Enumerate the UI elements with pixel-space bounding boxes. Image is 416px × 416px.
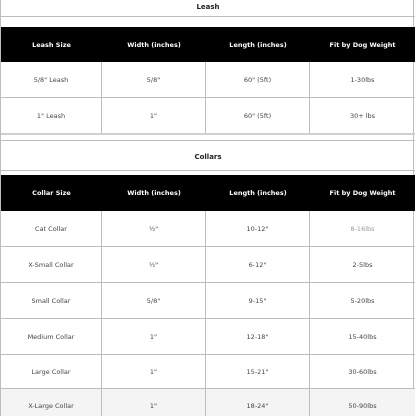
- collar-length-cell: 9-15": [206, 283, 310, 318]
- divider: [1, 133, 415, 135]
- leash-length-cell: 60" (5ft): [206, 62, 310, 97]
- collar-width-cell: 1": [102, 319, 206, 354]
- leash-width-cell: 1": [102, 98, 206, 133]
- collar-header-length: Length (inches): [229, 189, 287, 197]
- collar-header-weight: Fit by Dog Weight: [329, 189, 396, 197]
- collar-length-cell: 12-18": [206, 319, 310, 354]
- table-row: [1, 62, 415, 97]
- collar-weight-cell: 30-60lbs: [348, 367, 377, 376]
- collar-size-cell: Small Collar: [1, 283, 102, 318]
- collar-weight-cell: 2-5lbs: [352, 260, 373, 269]
- divider: [1, 140, 415, 141]
- collar-width-cell: 1": [102, 389, 206, 416]
- collar-width-cell: 1": [102, 355, 206, 388]
- leash-section-title: Leash: [196, 3, 220, 11]
- leash-header-weight: Fit by Dog Weight: [329, 40, 396, 49]
- leash-table-header: [1, 27, 415, 62]
- table-row: [1, 98, 415, 133]
- collar-width-cell: ½": [102, 211, 206, 246]
- collar-length-cell: 10-12": [206, 211, 310, 246]
- collars-section-title: Collars: [194, 153, 222, 161]
- leash-weight-cell: 30+ lbs: [349, 111, 376, 120]
- leash-size-cell: 5/8" Leash: [1, 62, 102, 97]
- divider: [1, 170, 415, 171]
- collar-header-width: Width (inches): [127, 189, 181, 197]
- collar-size-cell: X-Small Collar: [1, 247, 102, 282]
- collar-width-cell: 5/8": [102, 283, 206, 318]
- table-row: [1, 389, 415, 416]
- leash-width-cell: 5/8": [102, 62, 206, 97]
- leash-length-cell: 60" (5ft): [206, 98, 310, 133]
- leash-header-size: Leash Size: [32, 40, 71, 49]
- collar-header-size: Collar Size: [32, 189, 71, 197]
- table-row: [1, 211, 415, 246]
- table-row: [1, 283, 415, 318]
- collar-length-cell: 15-21": [206, 355, 310, 388]
- table-row: [1, 355, 415, 388]
- collar-weight-cell: 8-16lbs: [350, 224, 375, 233]
- collar-size-cell: Medium Collar: [1, 319, 102, 354]
- leash-header-width: Width (inches): [127, 40, 181, 49]
- leash-size-cell: 1" Leash: [1, 98, 102, 133]
- collar-length-cell: 6-12": [206, 247, 310, 282]
- table-row: [1, 319, 415, 354]
- collar-weight-cell: 50-90lbs: [348, 402, 377, 410]
- collar-length-cell: 18-24": [206, 389, 310, 416]
- collar-weight-cell: 15-40lbs: [348, 332, 377, 341]
- collar-weight-cell: 5-20lbs: [350, 296, 375, 305]
- collars-table-header: [1, 175, 415, 211]
- leash-header-length: Length (inches): [229, 40, 287, 49]
- collar-size-cell: X-Large Collar: [1, 389, 102, 416]
- leash-weight-cell: 1-30lbs: [350, 75, 375, 84]
- divider: [1, 16, 415, 17]
- collar-size-cell: Large Collar: [1, 355, 102, 388]
- collar-size-cell: Cat Collar: [1, 211, 102, 246]
- table-row: [1, 247, 415, 282]
- collar-width-cell: ½": [102, 247, 206, 282]
